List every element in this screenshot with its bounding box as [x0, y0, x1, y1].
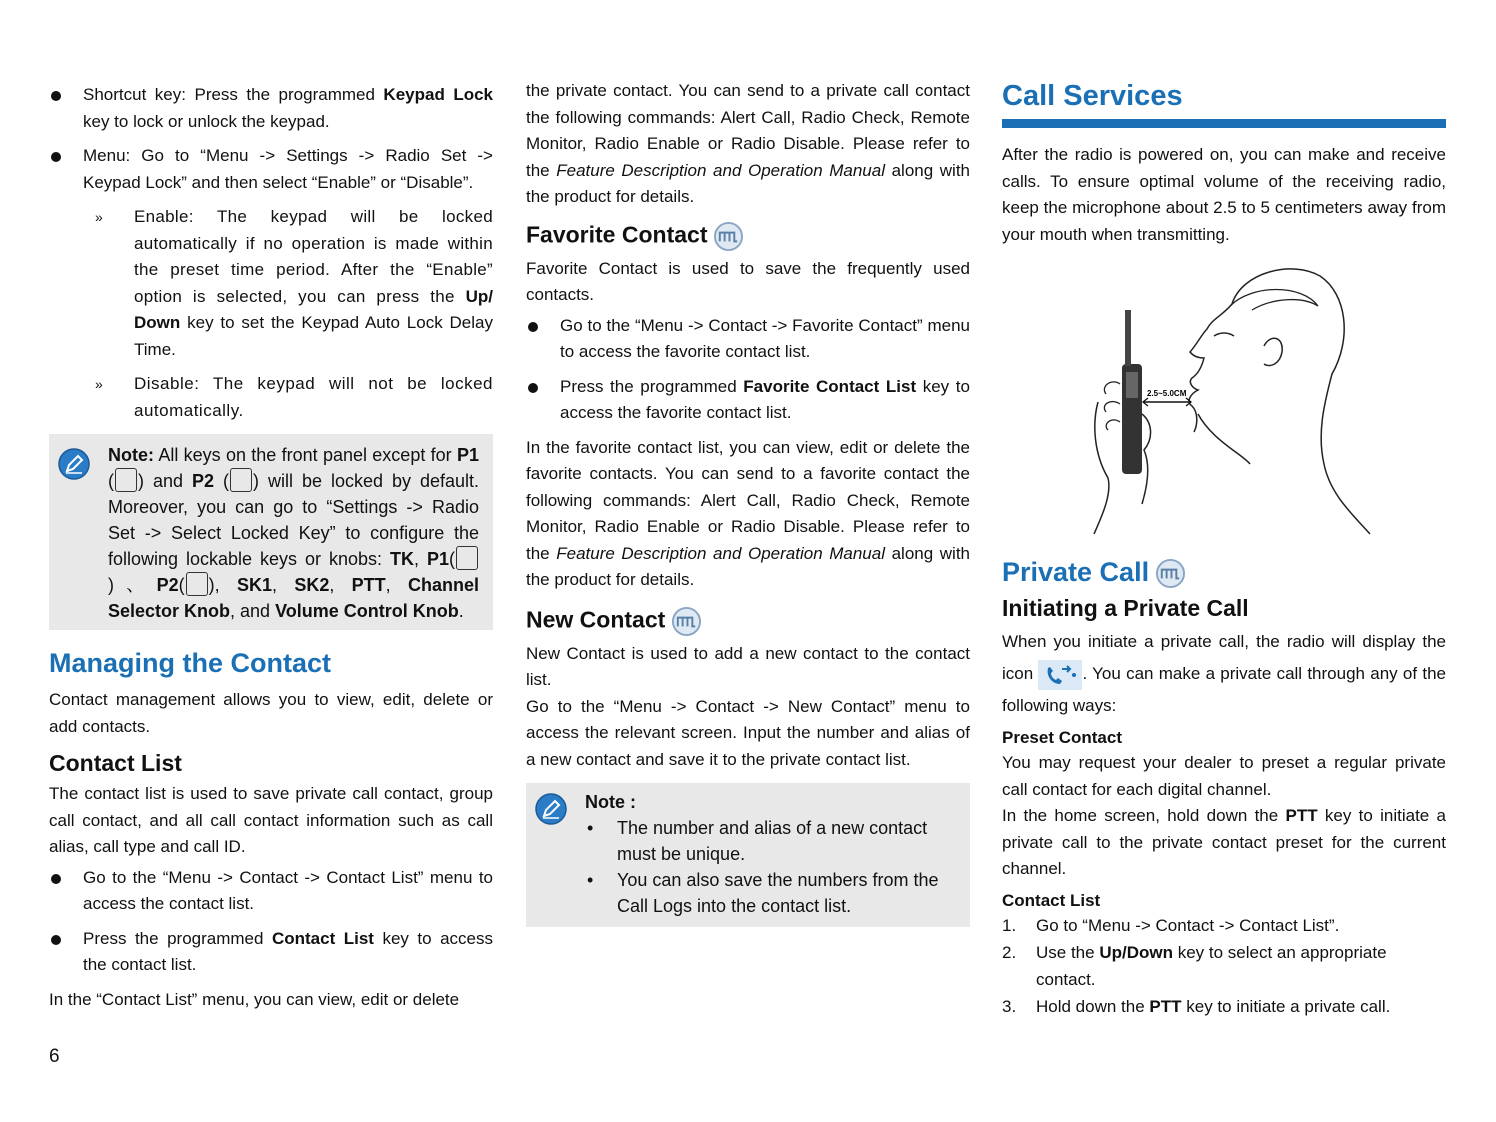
subsection-heading: New Contact — [526, 606, 970, 637]
paragraph: When you initiate a private call, the radio will display the icon . You can make a private call through any of the following ways: — [1002, 632, 1446, 716]
note-pen-icon — [58, 448, 90, 480]
subsection-heading: Contact List — [49, 750, 182, 776]
note-box — [49, 434, 493, 630]
digital-mode-icon — [671, 606, 702, 637]
side-key-icon — [230, 468, 252, 492]
distance-label: 2.5~5.0CM — [1147, 389, 1187, 398]
page-number: 6 — [49, 1046, 60, 1067]
sub-bullet-icon: » — [95, 209, 103, 225]
subsection-heading: Initiating a Private Call — [1002, 595, 1249, 622]
list-item: Menu: Go to “Menu -> Settings -> Radio Set -> Keypad Lock” and then select “Enable” or “Disable”. — [49, 143, 493, 196]
side-key-icon — [186, 572, 208, 596]
paragraph: New Contact is used to add a new contact to the contact list. — [526, 643, 970, 689]
paragraph: Contact management allows you to view, edit, delete or add contacts. — [49, 690, 493, 736]
list-item: Go to the “Menu -> Contact -> Contact List” menu to access the contact list. — [49, 865, 493, 918]
bullet-icon — [51, 152, 61, 162]
note-text: Note: All keys on the front panel except for P1 ( ) and P2 ( ) will be locked by default. Moreover, you can go to “Settings -> Radio Set -> Select Locked Key” to configure the following lockable keys or knobs: TK, P1()、P2( ), SK1, SK2, PTT, Channel Selector Knob, and Volume Control Knob. — [108, 445, 480, 621]
section-heading: Private Call — [1002, 557, 1446, 589]
bullet-icon — [51, 91, 61, 101]
bullet-icon — [51, 935, 61, 945]
paragraph: the private contact. You can send to a private call contact the following commands: Alert Call, Radio Check, Remote Monitor, Radio Enable or Radio Disable. Please refer to the Feature Description and Operation Manual along with the product for details. — [526, 81, 971, 206]
side-key-icon — [456, 546, 478, 570]
paragraph: In the “Contact List” menu, you can view, edit or delete — [49, 989, 460, 1009]
paragraph: After the radio is powered on, you can make and receive calls. To ensure optimal volume of the receiving radio, keep the microphone about 2.5 to 5 centimeters away from your mouth when transmitting. — [1002, 145, 1446, 244]
column-left — [49, 78, 493, 1013]
digital-mode-icon — [713, 221, 744, 252]
subsection-heading: Favorite Contact — [526, 221, 970, 252]
radio-usage-figure — [1002, 254, 1446, 539]
section-heading: Managing the Contact — [49, 648, 331, 678]
column-middle — [526, 78, 970, 927]
side-key-icon — [115, 468, 137, 492]
section-heading: Call Services — [1002, 80, 1183, 112]
paragraph: The contact list is used to save private call contact, group call contact, and all call contact information such as call alias, call type and call ID. — [49, 784, 493, 856]
numbered-item: 1. Go to “Menu -> Contact -> Contact List”. — [1002, 915, 1340, 935]
private-call-icon — [1038, 660, 1082, 690]
subsection-heading: Contact List — [1002, 890, 1101, 910]
numbered-item: 2. Use the Up/Down key to select an appropriate contact. — [1002, 943, 1387, 989]
note-list-item: • The number and alias of a new contact must be unique. — [587, 818, 928, 864]
note-list-item: • You can also save the numbers from the Call Logs into the contact list. — [587, 870, 939, 916]
list-item: Press the programmed Contact List key to access the contact list. — [49, 926, 493, 979]
bullet-icon — [528, 383, 538, 393]
list-item: Press the programmed Favorite Contact List key to access the favorite contact list. — [526, 374, 970, 427]
sub-list-item: » Disable: The keypad will not be locked automatically. — [49, 371, 493, 424]
paragraph: In the home screen, hold down the PTT key to initiate a private call to the private contact preset for the current channel. — [1002, 806, 1447, 879]
note-pen-icon — [535, 793, 567, 825]
list-item: Go to the “Menu -> Contact -> Favorite Contact” menu to access the favorite contact list. — [526, 313, 970, 366]
paragraph: In the favorite contact list, you can view, edit or delete the favorite contacts. You can send to a favorite contact the following commands: Alert Call, Radio Check, Remote Monitor, Radio Enable or Radio Disable. Please refer to the Feature Description and Operation Manual along with the product for details. — [526, 437, 971, 589]
bullet-icon — [528, 322, 538, 332]
paragraph: You may request your dealer to preset a regular private call contact for each digital channel. — [1002, 753, 1446, 799]
note-box — [526, 783, 970, 927]
column-right — [1002, 78, 1446, 1022]
paragraph: Go to the “Menu -> Contact -> New Contact” menu to access the relevant screen. Input the number and alias of a new contact and save it to the private contact list. — [526, 696, 970, 769]
numbered-item: 3. Hold down the PTT key to initiate a private call. — [1002, 997, 1391, 1017]
paragraph: Favorite Contact is used to save the frequently used contacts. — [526, 258, 970, 304]
list-item: Shortcut key: Press the programmed Keypad Lock key to lock or unlock the keypad. — [49, 82, 493, 135]
subsection-heading: Preset Contact — [1002, 728, 1122, 748]
sub-bullet-icon: » — [95, 376, 103, 392]
note-label: Note : — [585, 792, 636, 812]
digital-mode-icon — [1155, 558, 1186, 589]
sub-list-item: » Enable: The keypad will be locked automatically if no operation is made within the preset time period. After the “Enable” option is selected, you can press the Up/ Down key to set the Keypad Auto Lock Delay Time. — [49, 204, 493, 363]
heading-rule — [1002, 119, 1446, 128]
bullet-icon — [51, 874, 61, 884]
